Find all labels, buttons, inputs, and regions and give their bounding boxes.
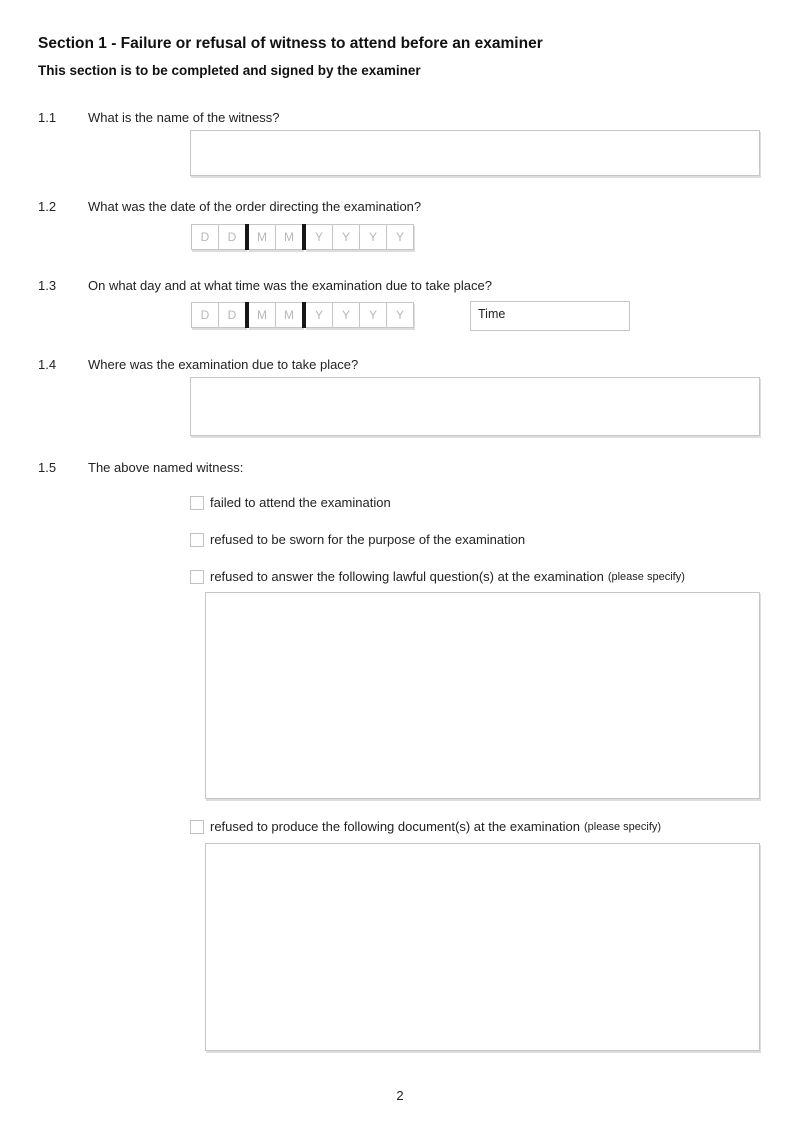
order-date-month1-input[interactable]: [248, 224, 276, 250]
checkbox-label: failed to attend the examination: [210, 495, 391, 510]
exam-location-input[interactable]: [190, 377, 760, 436]
page-number: 2: [396, 1088, 404, 1103]
refused-produce-checkbox[interactable]: [190, 820, 204, 834]
question-text: The above named witness:: [88, 460, 244, 475]
option-refused-answer: [190, 569, 685, 584]
time-label: Time: [478, 307, 506, 321]
refused-documents-textarea[interactable]: [205, 843, 760, 1051]
question-text: On what day and at what time was the examination due to take place?: [88, 278, 492, 293]
order-date-day1-input[interactable]: [191, 224, 219, 250]
question-text: Where was the examination due to take place?: [88, 357, 359, 372]
section-subtitle: This section is to be completed and signed by the examiner: [38, 63, 421, 78]
date-separator: [245, 302, 249, 328]
exam-date-input: [191, 302, 414, 328]
failed-attend-checkbox[interactable]: [190, 496, 204, 510]
question-number: 1.1: [38, 110, 57, 125]
option-refused-produce: [190, 819, 661, 834]
question-row-1-3: [38, 278, 492, 294]
refused-questions-textarea[interactable]: [205, 592, 760, 799]
exam-date-month2-input[interactable]: [275, 302, 303, 328]
checkbox-label: refused to answer the following lawful question(s) at the examination: [210, 569, 604, 584]
order-date-year3-input[interactable]: [359, 224, 387, 250]
exam-date-day2-input[interactable]: [218, 302, 246, 328]
question-number: 1.5: [38, 460, 57, 475]
checkbox-note: (please specify): [584, 820, 662, 833]
witness-name-input[interactable]: [190, 130, 760, 176]
exam-date-month1-input[interactable]: [248, 302, 276, 328]
checkbox-label: refused to be sworn for the purpose of the examination: [210, 532, 526, 547]
checkbox-note: (please specify): [607, 570, 685, 583]
question-text: What was the date of the order directing the examination?: [88, 199, 422, 214]
question-number: 1.2: [38, 199, 57, 214]
exam-date-year3-input[interactable]: [359, 302, 387, 328]
question-row-1-2: [38, 199, 421, 215]
order-date-month2-input[interactable]: [275, 224, 303, 250]
question-row-1-4: [38, 357, 358, 373]
order-date-year4-input[interactable]: [386, 224, 414, 250]
checkbox-label: refused to produce the following document(s) at the examination: [210, 819, 580, 834]
exam-date-year2-input[interactable]: [332, 302, 360, 328]
time-input-box[interactable]: [470, 301, 630, 331]
exam-date-year4-input[interactable]: [386, 302, 414, 328]
exam-date-day1-input[interactable]: [191, 302, 219, 328]
order-date-year1-input[interactable]: [305, 224, 333, 250]
question-text: What is the name of the witness?: [88, 110, 280, 125]
question-number: 1.4: [38, 357, 57, 372]
option-failed-attend: [190, 495, 391, 510]
question-row-1-5: [38, 460, 243, 476]
question-number: 1.3: [38, 278, 57, 293]
order-date-day2-input[interactable]: [218, 224, 246, 250]
date-separator: [302, 302, 306, 328]
question-row-1-1: [38, 110, 279, 126]
date-separator: [245, 224, 249, 250]
exam-date-year1-input[interactable]: [305, 302, 333, 328]
order-date-input: [191, 224, 414, 250]
refused-sworn-checkbox[interactable]: [190, 533, 204, 547]
page-title: Section 1 - Failure or refusal of witness to attend before an examiner: [38, 35, 543, 52]
refused-answer-checkbox[interactable]: [190, 570, 204, 584]
order-date-year2-input[interactable]: [332, 224, 360, 250]
date-separator: [302, 224, 306, 250]
option-refused-sworn: [190, 532, 525, 547]
